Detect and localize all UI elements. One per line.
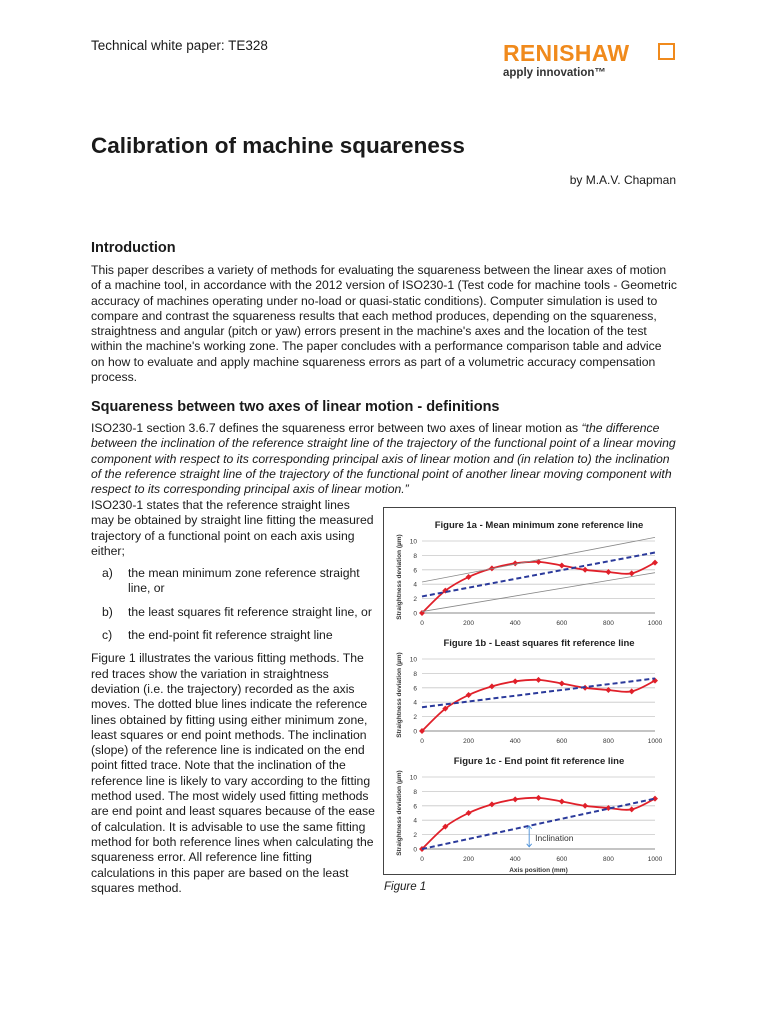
logo-wordmark: RENISHAW [503, 40, 630, 66]
definition-quote: “the difference between the inclination of the reference straight line of the trajectory of the functional point of a linear moving component with respect to its corresponding principal axis of linear motion and (in relation to) the inclination of the reference straight line of the trajectory of the functional point of another linear moving component with respect to its corresponding principal axis of linear motion.” [91, 421, 676, 497]
data-point [629, 806, 635, 812]
data-point [582, 567, 588, 573]
page-title: Calibration of machine squareness [91, 133, 465, 158]
data-point [512, 796, 518, 802]
y-tick-label: 2 [413, 596, 417, 604]
figure-1-box [383, 507, 676, 875]
data-point [536, 677, 542, 683]
x-tick-label: 400 [509, 856, 521, 863]
data-point [489, 683, 495, 689]
y-tick-label: 10 [409, 774, 417, 782]
chart-title: Figure 1a - Mean minimum zone reference line [434, 520, 644, 531]
logo-symbol-icon [658, 43, 675, 60]
y-tick-label: 4 [413, 817, 417, 825]
methods-paragraph: ISO230-1 states that the reference straight lines may be obtained by straight line fitting the measured trajectory of a functional point on each axis using either; [91, 498, 374, 558]
y-axis-label: Straightness deviation (µm) [396, 652, 403, 738]
y-tick-label: 6 [413, 685, 417, 693]
y-tick-label: 6 [413, 567, 417, 575]
x-tick-label: 600 [556, 738, 568, 745]
y-tick-label: 0 [413, 728, 417, 736]
y-tick-label: 0 [413, 846, 417, 854]
y-tick-label: 10 [409, 538, 417, 546]
x-tick-label: 600 [556, 620, 568, 627]
data-point [582, 803, 588, 809]
x-tick-label: 800 [602, 738, 614, 745]
data-point [512, 560, 518, 566]
y-tick-label: 0 [413, 610, 417, 618]
x-tick-label: 0 [420, 620, 424, 627]
chart-title: Figure 1c - End point fit reference line [453, 756, 625, 767]
x-tick-label: 600 [556, 856, 568, 863]
x-tick-label: 1000 [647, 738, 663, 745]
data-point [559, 798, 565, 804]
data-point [629, 688, 635, 694]
document-type: Technical white paper: TE328 [91, 38, 268, 53]
x-tick-label: 1000 [647, 620, 663, 627]
y-tick-label: 8 [413, 788, 417, 796]
y-tick-label: 8 [413, 670, 417, 678]
y-axis-label: Straightness deviation (µm) [396, 770, 403, 856]
logo-tagline: apply innovation™ [503, 67, 606, 79]
list-item [91, 628, 375, 643]
x-tick-label: 400 [509, 620, 521, 627]
x-axis-label: Axis position (mm) [509, 867, 568, 874]
author-line: by M.A.V. Chapman [569, 173, 676, 187]
inclination-annotation: Inclination [535, 833, 574, 844]
list-item-text: the end-point fit reference straight line [128, 628, 333, 643]
y-tick-label: 4 [413, 699, 417, 707]
definition-paragraph [91, 421, 677, 497]
y-axis-label: Straightness deviation (µm) [396, 534, 403, 620]
data-point [559, 680, 565, 686]
x-tick-label: 200 [463, 620, 475, 627]
data-point [466, 692, 472, 698]
x-tick-label: 1000 [647, 856, 663, 863]
list-marker: c) [102, 628, 113, 643]
y-tick-label: 6 [413, 803, 417, 811]
figure-caption: Figure 1 [384, 881, 427, 893]
y-tick-label: 2 [413, 714, 417, 722]
x-tick-label: 0 [420, 738, 424, 745]
y-tick-label: 2 [413, 832, 417, 840]
company-logo [503, 40, 683, 86]
zone-boundary-line [422, 573, 655, 612]
x-tick-label: 400 [509, 738, 521, 745]
list-item-text: the mean minimum zone reference straight line, or [128, 566, 360, 596]
data-point [466, 810, 472, 816]
list-marker: a) [102, 566, 113, 581]
y-tick-label: 4 [413, 581, 417, 589]
list-item [91, 605, 375, 620]
list-marker: b) [102, 604, 113, 619]
data-point [466, 574, 472, 580]
list-item-text: the least squares fit reference straight line, or [128, 604, 372, 619]
x-tick-label: 0 [420, 856, 424, 863]
x-tick-label: 200 [463, 856, 475, 863]
left-text-column [91, 498, 375, 896]
definition-lead: ISO230-1 section 3.6.7 defines the squareness error between two axes of linear motion as [91, 421, 582, 435]
x-tick-label: 200 [463, 738, 475, 745]
data-point [512, 678, 518, 684]
introduction-paragraph: This paper describes a variety of methods for evaluating the squareness between the linear axes of motion of a machine tool, in accordance with the 2012 version of ISO230-1 (Test code for machine tools - Geometric accuracy of machines operating under no-load or quasi-static conditions). Computer simulation is used to compare and contrast the squareness results that each method produces, depending on the squareness, straightness and angular (pitch or yaw) errors present in the machine's axes and the location of the test within the machine's working zone. The paper concludes with a performance comparison table and advice on how to evaluate and apply machine squareness errors as part of a volumetric accuracy compensation process. [91, 263, 677, 385]
list-item [91, 566, 375, 597]
data-point [629, 570, 635, 576]
x-tick-label: 800 [602, 620, 614, 627]
chart-title: Figure 1b - Least squares fit reference line [443, 638, 635, 649]
y-tick-label: 10 [409, 656, 417, 664]
figure-explanation-paragraph: Figure 1 illustrates the various fitting methods. The red traces show the variation in straightness deviation (i.e. the trajectory) recorded as the axis moves. The dotted blue lines indicate the reference lines obtained by fitting using either minimum zone, least squares or end point methods. The inclination (slope) of the reference line is indicated on the end point fitted trace. Note that the inclination of the reference line is likely to vary according to the fitting method used. The most widely used fitting methods are end point and least squares because of the ease of calculation. It is advisable to use the same fitting method for both reference lines when calculating the squareness error. All reference line fitting calculations in this paper are based on the least squares method. [91, 651, 375, 895]
data-point [559, 562, 565, 568]
data-point [536, 795, 542, 801]
section-heading-definitions: Squareness between two axes of linear motion - definitions [91, 399, 500, 415]
x-tick-label: 800 [602, 856, 614, 863]
section-heading-introduction: Introduction [91, 240, 176, 256]
figure-1-charts [384, 508, 675, 874]
data-point [489, 801, 495, 807]
y-tick-label: 8 [413, 552, 417, 560]
